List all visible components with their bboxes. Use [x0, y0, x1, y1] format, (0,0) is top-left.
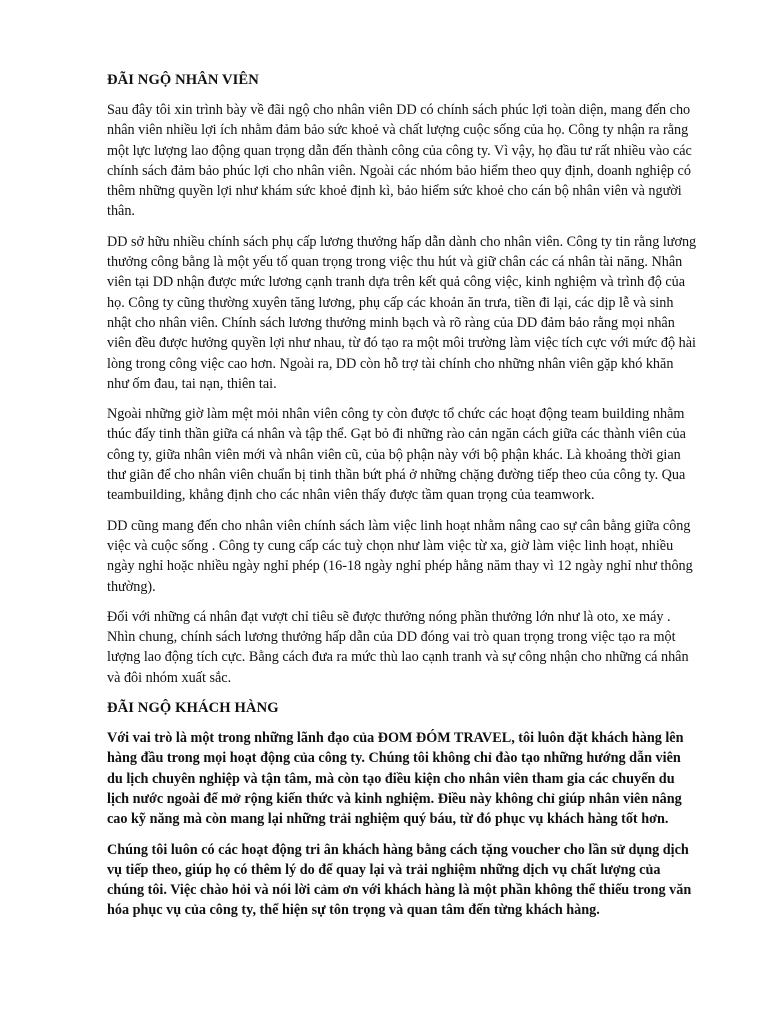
paragraph: Sau đây tôi xin trình bày về đãi ngộ cho nhân viên DD có chính sách phúc lợi toàn diện, mang đến cho nhân viên nhiều lợi ích nhằm đảm bảo sức khoẻ và chất lượng cuộc sống của họ. Công ty nhận ra rằng một lực lượng lao động quan trọng dẫn đến thành công của công ty. Vì vậy, họ đầu tư rất nhiều vào các chính sách đảm bảo phúc lợi cho nhân viên. Ngoài các nhóm bảo hiểm theo quy định, doanh nghiệp có thêm những quyền lợi như khám sức khoẻ định kì, bảo hiểm sức khoẻ cho cán bộ nhân viên và người thân.	[107, 102, 692, 220]
document-page	[107, 70, 697, 931]
section-heading: ĐÃI NGỘ NHÂN VIÊN	[107, 72, 259, 88]
section-employee-benefits	[107, 70, 697, 688]
section-customer-benefits	[107, 698, 697, 921]
paragraph: DD sở hữu nhiều chính sách phụ cấp lương thưởng hấp dẫn dành cho nhân viên. Công ty tin rằng lương thưởng công bằng là một yếu tố quan trọng trong việc thu hút và giữ chân các cá nhân tài năng. Nhân viên tại DD nhận được mức lương cạnh tranh dựa trên kết quả công việc, kinh nghiệm và trình độ của họ. Công ty cũng thường xuyên tăng lương, phụ cấp các khoản ăn trưa, tiền đi lại, các dịp lễ và sinh nhật cho nhân viên. Chính sách lương thưởng minh bạch và rõ ràng của DD đảm bảo rằng mọi nhân viên đều được hưởng quyền lợi như nhau, từ đó tạo ra một môi trường làm việc tích cực với mức độ hài lòng trong công việc cao hơn. Ngoài ra, DD còn hỗ trợ tài chính cho những nhân viên gặp khó khăn như ốm đau, tai nạn, thiên tai.	[107, 233, 697, 392]
paragraph: Ngoài những giờ làm mệt mỏi nhân viên công ty còn được tổ chức các hoạt động team building nhằm thúc đẩy tinh thần giữa cá nhân và tập thể. Gạt bỏ đi những rào cản ngăn cách giữa các thành viên của công ty, giữa nhân viên mới và nhân viên cũ, của bộ phận này với bộ phận khác. Là khoảng thời gian thư giãn để cho nhân viên chuẩn bị tinh thần bứt phá ở những chặng đường tiếp theo của công ty. Qua teambuilding, khẳng định cho các nhân viên thấy được tầm quan trọng của teamwork.	[107, 406, 686, 504]
paragraph: DD cũng mang đến cho nhân viên chính sách làm việc linh hoạt nhằm nâng cao sự cân bằng giữa công việc và cuộc sống . Công ty cung cấp các tuỳ chọn như làm việc từ xa, giờ làm việc linh hoạt, nhiều ngày nghỉ hoặc nhiều ngày nghỉ phép (16-18 ngày nghỉ phép hằng năm thay vì 12 ngày nghỉ như thông thường).	[107, 517, 693, 595]
paragraph: Với vai trò là một trong những lãnh đạo của ĐOM ĐÓM TRAVEL, tôi luôn đặt khách hàng lên hàng đầu trong mọi hoạt động của công ty. Chúng tôi không chỉ đào tạo những hướng dẫn viên du lịch chuyên nghiệp và tận tâm, mà còn tạo điều kiện cho nhân viên tham gia các chuyến du lịch nước ngoài để mở rộng kiến thức và kinh nghiệm. Điều này không chỉ giúp nhân viên nâng cao kỹ năng mà còn mang lại những trải nghiệm quý báu, từ đó phục vụ khách hàng tốt hơn.	[107, 730, 684, 828]
paragraph: Đối với những cá nhân đạt vượt chỉ tiêu sẽ được thưởng nóng phần thưởng lớn như là oto, xe máy . Nhìn chung, chính sách lương thưởng hấp dẫn của DD đóng vai trò quan trọng trong việc tạo ra một lượng lao động tích cực. Bằng cách đưa ra mức thù lao cạnh tranh và sự công nhận cho những cá nhân và đôi nhóm xuất sắc.	[107, 608, 689, 686]
section-heading: ĐÃI NGỘ KHÁCH HÀNG	[107, 700, 279, 717]
paragraph: Chúng tôi luôn có các hoạt động tri ân khách hàng bằng cách tặng voucher cho lần sử dụng dịch vụ tiếp theo, giúp họ có thêm lý do để quay lại và trải nghiệm những dịch vụ chất lượng của chúng tôi. Việc chào hỏi và nói lời cảm ơn với khách hàng là một phần không thể thiếu trong văn hóa phục vụ của công ty, thể hiện sự tôn trọng và quan tâm đến từng khách hàng.	[107, 841, 692, 919]
